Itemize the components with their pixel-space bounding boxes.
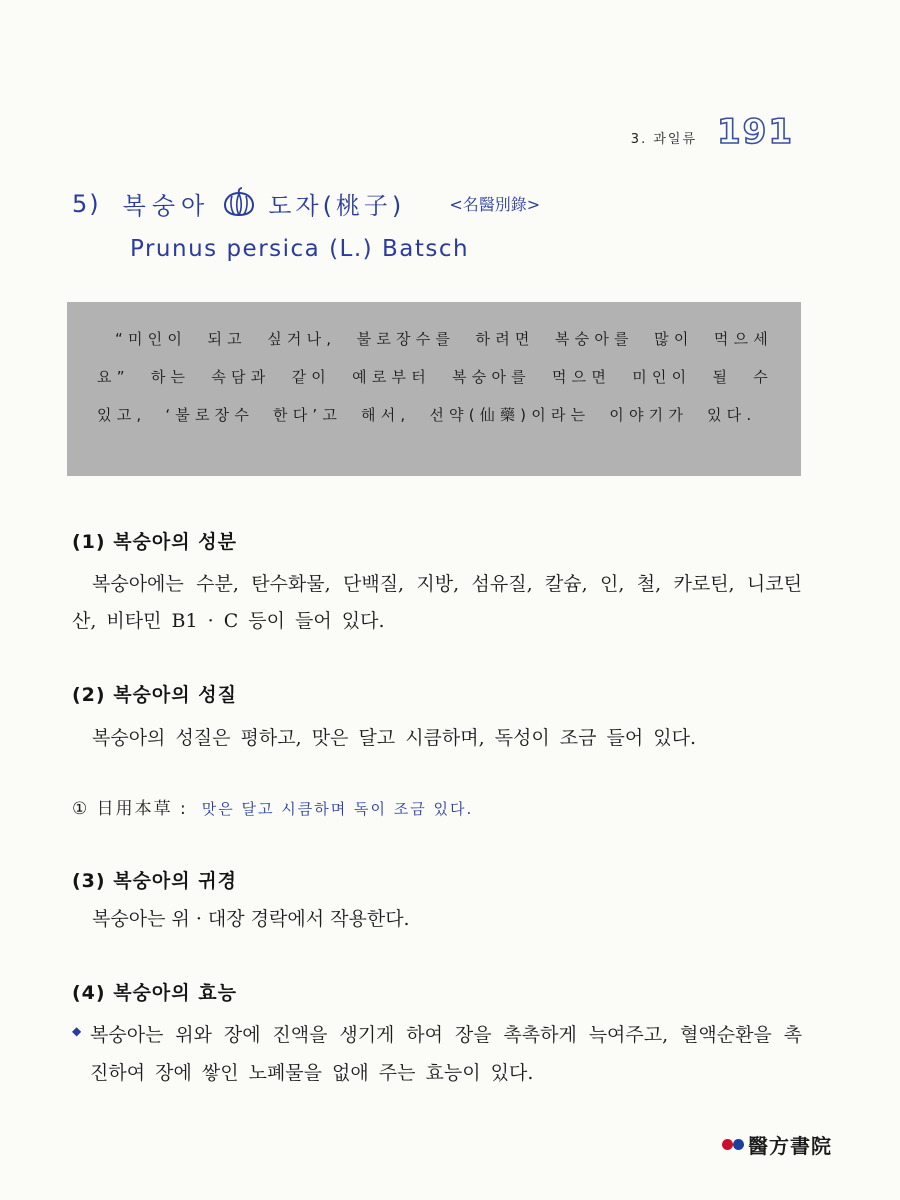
publisher-logo-icon — [722, 1139, 744, 1150]
diamond-bullet-icon: ◆ — [72, 1024, 82, 1038]
section-heading-properties: (2) 복숭아의 성질 — [72, 684, 237, 706]
publisher-mark — [722, 1130, 832, 1159]
section-body-ingredients: 복숭아에는 수분, 탄수화물, 단백질, 지방, 섬유질, 칼슘, 인, 철, 카로틴, 니코틴산, 비타민 B1 · C 등이 들어 있다. — [72, 573, 802, 632]
page-number: 191 — [717, 112, 794, 152]
section-body-properties: 복숭아의 성질은 평하고, 맛은 달고 시큼하며, 독성이 조금 들어 있다. — [92, 727, 697, 749]
section-heading-ingredients: (1) 복숭아의 성분 — [72, 531, 237, 553]
peach-icon — [222, 187, 256, 221]
section-heading-meridian: (3) 복숭아의 귀경 — [72, 870, 237, 892]
entry-name-hanja: 도자(桃子) — [268, 192, 406, 220]
logo-dot-red — [722, 1139, 733, 1150]
quote-box — [67, 302, 801, 476]
scientific-name: Prunus persica (L.) Batsch — [130, 236, 470, 262]
entry-title — [72, 186, 540, 221]
chapter-label: 3. 과일류 — [630, 132, 698, 147]
section-heading-effects: (4) 복숭아의 효능 — [72, 982, 237, 1004]
reference-text: 맛은 달고 시큼하며 독이 조금 있다. — [201, 800, 474, 818]
section-body-effects: 복숭아는 위와 장에 진액을 생기게 하여 장을 촉촉하게 늑여주고, 혈액순환을 촉진하여 장에 쌓인 노폐물을 없애 주는 효능이 있다. — [90, 1024, 802, 1084]
effects-item — [72, 1016, 802, 1092]
running-header — [631, 112, 794, 152]
logo-dot-blue — [733, 1139, 744, 1150]
reference-label: ① 日用本草 : — [72, 799, 188, 819]
entry-number: 5) — [72, 189, 101, 218]
section-body-meridian: 복숭아는 위 · 대장 경락에서 작용한다. — [92, 908, 410, 930]
publisher-name: 醫方書院 — [748, 1134, 832, 1158]
entry-source: <名醫別錄> — [449, 195, 541, 214]
quote-text: “미인이 되고 싶거나, 불로장수를 하려면 복숭아를 많이 먹으세요” 하는 속담과 같이 예로부터 복숭아를 먹으면 미인이 될 수 있고, ‘불로장수 한다’고 해서, 선약(仙藥)이라는 이야기가 있다. — [97, 330, 773, 424]
reference-line — [72, 794, 473, 819]
entry-name: 복숭아 — [122, 192, 211, 220]
